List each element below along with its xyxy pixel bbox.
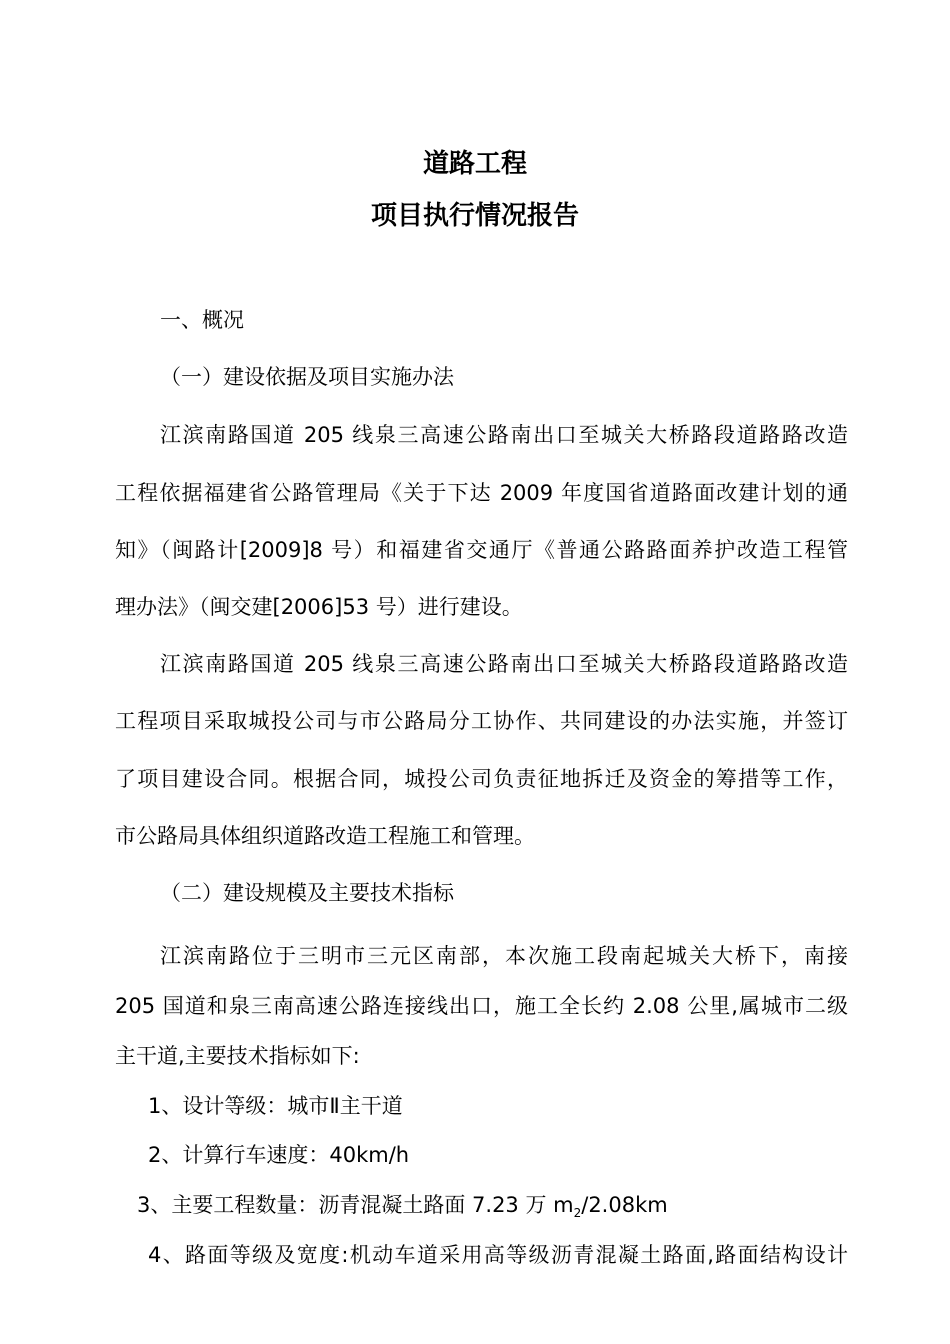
paragraph-2-line-1: 江滨南路国道 205 线泉三高速公路南出口至城关大桥路段道路路改造 <box>160 652 848 676</box>
document-title-line2: 项目执行情况报告 <box>370 201 579 231</box>
paragraph-1-line-4: 理办法》（闽交建[2006]53 号）进行建设。 <box>115 595 523 619</box>
paragraph-1-line-1: 江滨南路国道 205 线泉三高速公路南出口至城关大桥路段道路路改造 <box>160 423 848 447</box>
document-title-line1: 道路工程 <box>422 149 527 179</box>
subheading-construction-basis: （一）建设依据及项目实施办法 <box>160 365 454 389</box>
section-heading-overview: 一、概况 <box>160 308 244 332</box>
paragraph-2-line-4: 市公路局具体组织道路改造工程施工和管理。 <box>115 824 535 848</box>
paragraph-2-line-3: 了项目建设合同。根据合同，城投公司负责征地拆迁及资金的筹措等工作， <box>115 767 848 791</box>
list-item-main-quantities-tail: /2.08km <box>581 1193 668 1217</box>
list-item-design-speed: 2、计算行车速度：40km/h <box>148 1143 410 1167</box>
subheading-scale-and-indicators: （二）建设规模及主要技术指标 <box>160 881 454 905</box>
list-item-main-quantities-text: 3、主要工程数量：沥青混凝土路面 7.23 万 m <box>137 1193 574 1217</box>
paragraph-3-line-2: 205 国道和泉三南高速公路连接线出口，施工全长约 2.08 公里,属城市二级 <box>115 994 848 1018</box>
list-item-main-quantities <box>137 1190 668 1228</box>
list-item-pavement-grade: 4、路面等级及宽度:机动车道采用高等级沥青混凝土路面,路面结构设计 <box>148 1243 848 1267</box>
paragraph-3-line-3: 主干道,主要技术指标如下: <box>115 1044 360 1068</box>
unit-subscript: 2 <box>573 1206 582 1221</box>
paragraph-3-line-1: 江滨南路位于三明市三元区南部，本次施工段南起城关大桥下，南接 <box>160 944 848 968</box>
paragraph-1-line-3: 知》（闽路计[2009]8 号）和福建省交通厅《普通公路路面养护改造工程管 <box>115 538 848 562</box>
paragraph-1-line-2: 工程依据福建省公路管理局《关于下达 2009 年度国省道路面改建计划的通 <box>115 481 848 505</box>
list-item-design-grade: 1、设计等级：城市Ⅱ主干道 <box>148 1094 403 1118</box>
paragraph-2-line-2: 工程项目采取城投公司与市公路局分工协作、共同建设的办法实施，并签订 <box>115 709 848 733</box>
